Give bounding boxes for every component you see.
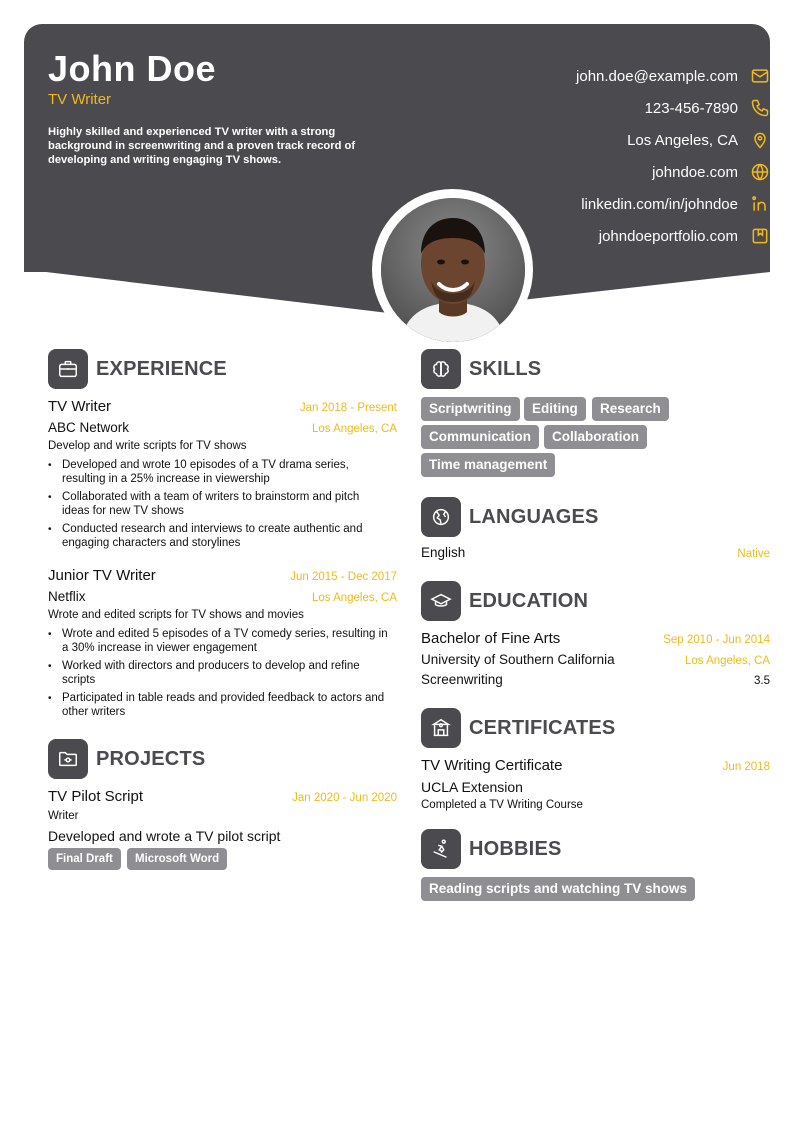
job-2-bullets	[48, 627, 393, 723]
contact-website-text[interactable]: johndoe.com	[652, 163, 738, 181]
project-1-description: Developed and wrote a TV pilot script	[48, 828, 281, 844]
education-1-school: University of Southern California	[421, 652, 615, 667]
contact-email-text[interactable]: john.doe@example.com	[576, 67, 738, 85]
education-1-degree: Bachelor of Fine Arts	[421, 630, 561, 647]
job-1-company-row	[48, 420, 397, 435]
mail-icon	[750, 66, 770, 86]
certificate-1-date: Jun 2018	[722, 761, 770, 773]
education-section-header	[421, 581, 588, 621]
linkedin-icon	[750, 194, 770, 214]
project-1-name: TV Pilot Script	[48, 788, 144, 805]
projects-section-header	[48, 739, 205, 779]
graduation-cap-icon	[421, 581, 461, 621]
skills-section-header	[421, 349, 541, 389]
job-2-dates: Jun 2015 - Dec 2017	[290, 571, 397, 583]
job-2-company: Netflix	[48, 589, 86, 604]
list-item: • Wrote and edited 5 episodes of a TV comedy series, resulting in a 30% increase in viewer engagement	[48, 627, 393, 655]
contact-location	[627, 126, 770, 154]
contact-email[interactable]	[576, 62, 770, 90]
certificate-1-name: TV Writing Certificate	[421, 757, 563, 774]
education-1-header	[421, 630, 770, 647]
contact-website[interactable]	[652, 158, 770, 186]
job-1-dates: Jan 2018 - Present	[299, 402, 397, 414]
project-tool-tag: Microsoft Word	[127, 848, 227, 870]
experience-section-header	[48, 349, 227, 389]
certificate-1-header	[421, 757, 770, 774]
contact-phone-text[interactable]: 123-456-7890	[644, 99, 738, 117]
education-1-field: Screenwriting	[421, 672, 503, 687]
project-tool-tag: Final Draft	[48, 848, 121, 870]
skill-tag: Collaboration	[544, 425, 647, 449]
list-item: • Developed and wrote 10 episodes of a TV drama series, resulting in a 25% increase in viewership	[48, 458, 383, 486]
job-2-header	[48, 567, 397, 584]
language-level: Native	[737, 548, 770, 560]
education-1-field-row	[421, 672, 770, 687]
list-item: • Conducted research and interviews to create authentic and engaging characters and storylines	[48, 522, 383, 550]
contact-location-text: Los Angeles, CA	[627, 131, 738, 149]
bookmark-icon	[750, 226, 770, 246]
brain-icon	[421, 349, 461, 389]
list-item: • Participated in table reads and provided feedback to actors and other writers	[48, 691, 393, 719]
globe-icon	[750, 162, 770, 182]
job-1-title: TV Writer	[48, 398, 112, 415]
languages-section-header	[421, 497, 599, 537]
education-1-school-row	[421, 652, 770, 667]
contact-portfolio-text[interactable]: johndoeportfolio.com	[598, 227, 738, 245]
experience-heading: EXPERIENCE	[96, 357, 227, 380]
hobbies-heading: HOBBIES	[469, 837, 562, 860]
job-1-location: Los Angeles, CA	[311, 423, 397, 435]
job-2-location: Los Angeles, CA	[311, 592, 397, 604]
job-1-header	[48, 398, 397, 415]
skier-icon	[421, 829, 461, 869]
phone-icon	[750, 98, 770, 118]
job-2-company-row	[48, 589, 397, 604]
skill-tag: Time management	[421, 453, 555, 477]
job-1-bullets	[48, 458, 383, 554]
certificate-1-issuer: UCLA Extension	[421, 779, 523, 795]
languages-heading: LANGUAGES	[469, 505, 599, 528]
skill-tag: Research	[592, 397, 669, 421]
education-1-dates: Sep 2010 - Jun 2014	[663, 634, 770, 646]
briefcase-icon	[48, 349, 88, 389]
language-name: English	[421, 545, 466, 560]
language-row	[421, 545, 770, 560]
list-item: • Worked with directors and producers to develop and refine scripts	[48, 659, 393, 687]
job-1-company: ABC Network	[48, 420, 130, 435]
folder-icon	[48, 739, 88, 779]
certificates-heading: CERTIFICATES	[469, 716, 616, 739]
hobby-tag: Reading scripts and watching TV shows	[421, 877, 695, 901]
education-heading: EDUCATION	[469, 589, 589, 612]
job-2-title: Junior TV Writer	[48, 567, 156, 584]
avatar	[381, 198, 525, 342]
certificates-section-header	[421, 708, 615, 748]
skills-heading: SKILLS	[469, 357, 542, 380]
project-1-role: Writer	[48, 810, 79, 822]
job-2-summary: Wrote and edited scripts for TV shows and movies	[48, 609, 304, 621]
contact-linkedin-text[interactable]: linkedin.com/in/johndoe	[581, 195, 738, 213]
contact-portfolio[interactable]	[599, 222, 770, 250]
project-1-dates: Jan 2020 - Jun 2020	[292, 792, 397, 804]
location-pin-icon	[750, 130, 770, 150]
certificate-1-description: Completed a TV Writing Course	[421, 799, 583, 811]
skill-tag: Communication	[421, 425, 539, 449]
list-item: • Collaborated with a team of writers to brainstorm and pitch ideas for new TV shows	[48, 490, 383, 518]
job-1-summary: Develop and write scripts for TV shows	[48, 440, 247, 452]
institution-icon	[421, 708, 461, 748]
skill-tag: Scriptwriting	[421, 397, 520, 421]
education-1-location: Los Angeles, CA	[684, 655, 770, 667]
projects-heading: PROJECTS	[96, 747, 206, 770]
hobbies-section-header	[421, 829, 562, 869]
candidate-name: John Doe	[48, 48, 217, 89]
skill-tag: Editing	[524, 397, 586, 421]
contact-phone[interactable]	[645, 94, 770, 122]
candidate-title: TV Writer	[48, 91, 112, 108]
contact-linkedin[interactable]	[581, 190, 770, 218]
education-1-gpa: 3.5	[754, 675, 770, 687]
globe-alt-icon	[421, 497, 461, 537]
profile-summary: Highly skilled and experienced TV writer with a strong background in screenwriting and a proven track record of developing and writing engaging TV shows.	[48, 126, 356, 166]
project-1-header	[48, 788, 397, 805]
